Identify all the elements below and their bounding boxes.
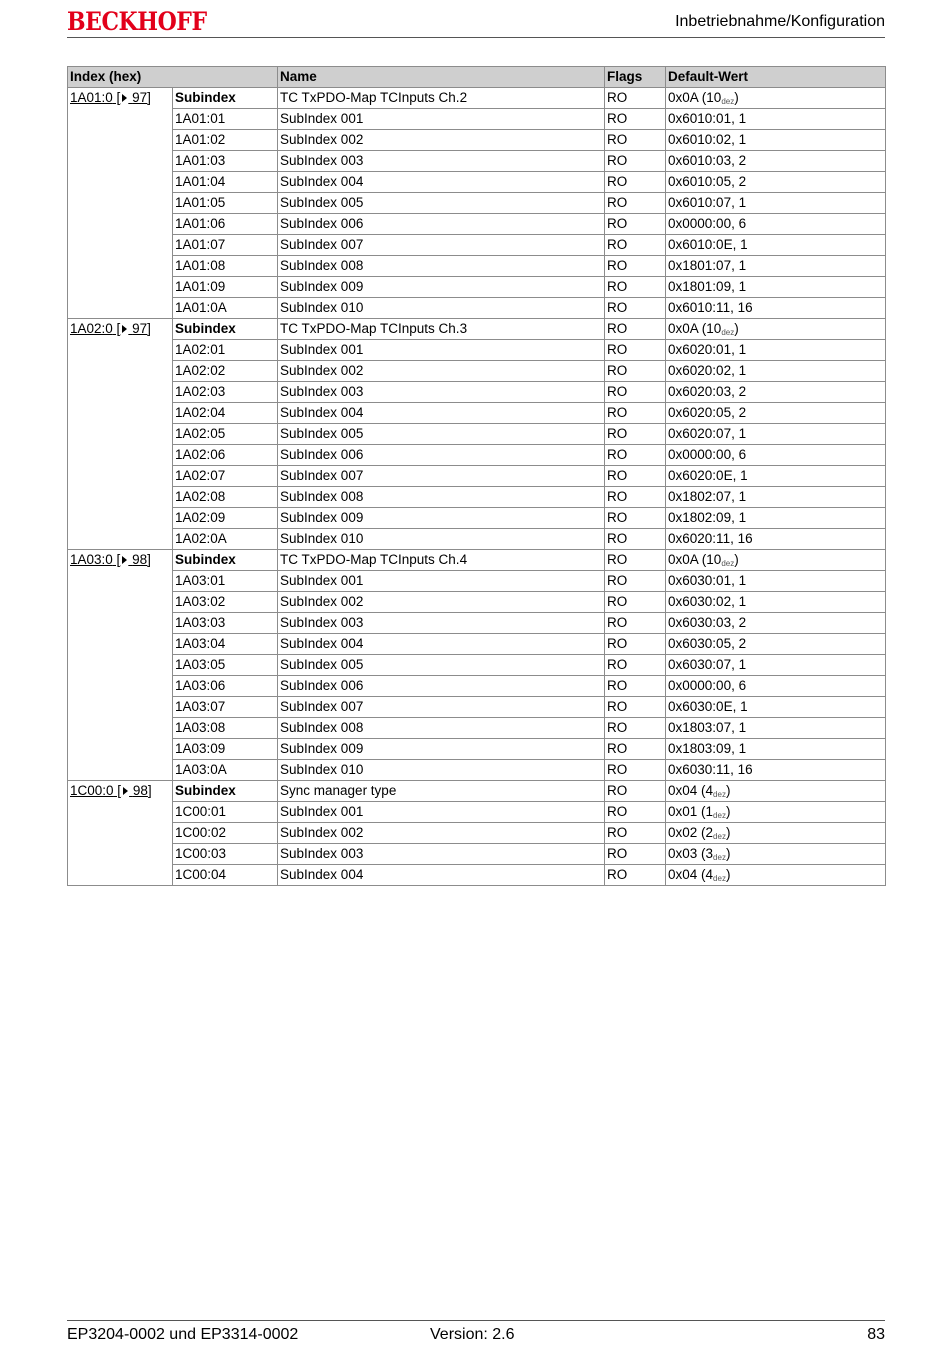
object-table [67,66,886,886]
cell-flags: RO [605,424,666,445]
cell-default-value [666,214,886,235]
value-text: 0x01 (1 [668,804,714,819]
cell-index [68,781,173,886]
cell-name: SubIndex 008 [278,256,605,277]
value-unit: dez [721,97,735,106]
value-text: 0x0A (10 [668,90,722,105]
cell-subindex: 1C00:01 [173,802,278,823]
index-link[interactable]: 1A03:0 [ 98] [70,552,151,567]
cell-subindex: 1C00:02 [173,823,278,844]
value-close: ) [725,804,731,819]
cell-name: TC TxPDO-Map TCInputs Ch.3 [278,319,605,340]
value-unit: dez [713,790,726,799]
cell-default-value [666,634,886,655]
cell-name: SubIndex 005 [278,655,605,676]
value-text: 0x0A (10 [668,552,722,567]
value-text: 0x6030:02, 1 [668,594,747,609]
cell-name: SubIndex 001 [278,802,605,823]
cell-subindex: 1A01:05 [173,193,278,214]
cell-default-value [666,529,886,550]
value-text: 0x04 (4 [668,867,714,882]
value-close: ) [734,321,739,336]
cell-flags: RO [605,844,666,865]
cell-name: SubIndex 008 [278,487,605,508]
index-text: 1C00:0 [70,783,114,798]
beckhoff-logo: BECKHOFF [67,7,207,36]
cell-default-value [666,466,886,487]
table-row [68,487,886,508]
cell-flags: RO [605,172,666,193]
cell-flags: RO [605,529,666,550]
cell-name: SubIndex 004 [278,634,605,655]
table-row [68,613,886,634]
cell-flags: RO [605,151,666,172]
value-text: 0x0A (10 [668,321,722,336]
footer-page-number: 83 [867,1326,885,1343]
value-text: 0x6010:01, 1 [668,111,747,126]
table-row [68,361,886,382]
table-row [68,340,886,361]
value-text: 0x6030:11, 16 [668,762,753,777]
cell-default-value [666,571,886,592]
cell-name: SubIndex 003 [278,844,605,865]
value-unit: dez [713,874,726,883]
value-text: 0x6020:01, 1 [668,342,747,357]
value-text: 0x6010:07, 1 [668,195,747,210]
cell-flags: RO [605,802,666,823]
index-link[interactable]: 1A01:0 [ 97] [70,90,151,105]
value-text: 0x0000:00, 6 [668,216,747,231]
cell-index [68,88,173,319]
value-text: 0x0000:00, 6 [668,678,747,693]
cell-flags: RO [605,865,666,886]
cell-subindex: 1A03:07 [173,697,278,718]
col-header-index: Index (hex) [68,67,278,88]
table-row [68,109,886,130]
value-close: ) [734,90,739,105]
cell-name: SubIndex 006 [278,445,605,466]
value-text: 0x1803:09, 1 [668,741,747,756]
cell-subindex: 1A01:0A [173,298,278,319]
cell-subindex: 1A01:08 [173,256,278,277]
table-row [68,193,886,214]
cell-flags: RO [605,613,666,634]
cell-name: TC TxPDO-Map TCInputs Ch.4 [278,550,605,571]
cell-flags: RO [605,508,666,529]
cell-flags: RO [605,823,666,844]
cell-default-value [666,319,886,340]
value-text: 0x6020:02, 1 [668,363,747,378]
value-close: ) [734,552,739,567]
cell-flags: RO [605,550,666,571]
value-close: ) [725,867,731,882]
table-header-row [68,67,886,88]
cell-name: SubIndex 007 [278,235,605,256]
cell-subindex: 1A02:04 [173,403,278,424]
table-row [68,697,886,718]
cell-default-value [666,130,886,151]
cell-flags: RO [605,655,666,676]
table-row [68,130,886,151]
cell-default-value [666,340,886,361]
cell-subindex: 1A02:03 [173,382,278,403]
cell-name: SubIndex 004 [278,172,605,193]
cell-name: SubIndex 005 [278,193,605,214]
cell-subindex: 1A01:03 [173,151,278,172]
value-text: 0x6020:03, 2 [668,384,747,399]
value-unit: dez [721,559,735,568]
cell-name: SubIndex 001 [278,340,605,361]
cell-default-value [666,697,886,718]
cell-default-value [666,172,886,193]
footer-product: EP3204-0002 und EP3314-0002 [67,1326,299,1343]
value-text: 0x0000:00, 6 [668,447,747,462]
cell-default-value [666,739,886,760]
cell-flags: RO [605,319,666,340]
cell-name: SubIndex 002 [278,130,605,151]
cell-name: Sync manager type [278,781,605,802]
cell-default-value [666,235,886,256]
cell-name: SubIndex 010 [278,760,605,781]
cell-flags: RO [605,445,666,466]
cell-subindex: 1A02:08 [173,487,278,508]
table-row [68,382,886,403]
cell-name: SubIndex 004 [278,865,605,886]
value-text: 0x6030:0E, 1 [668,699,748,714]
cell-flags: RO [605,592,666,613]
table-row [68,424,886,445]
table-row [68,844,886,865]
cell-default-value [666,88,886,109]
cell-subindex: 1A01:07 [173,235,278,256]
cell-name: SubIndex 001 [278,571,605,592]
cell-default-value [666,613,886,634]
cell-default-value [666,361,886,382]
value-text: 0x6030:01, 1 [668,573,747,588]
cell-flags: RO [605,214,666,235]
cell-subindex: 1A03:05 [173,655,278,676]
cell-name: SubIndex 002 [278,823,605,844]
cell-default-value [666,193,886,214]
cell-name: SubIndex 006 [278,214,605,235]
cell-default-value [666,445,886,466]
footer-divider [67,1320,885,1321]
cell-default-value [666,844,886,865]
index-link[interactable]: 1C00:0 [ 98] [70,783,152,798]
cell-flags: RO [605,466,666,487]
table-row [68,718,886,739]
cell-default-value [666,823,886,844]
page-ref-arrow-icon [122,556,127,564]
table-row [68,298,886,319]
value-text: 0x1803:07, 1 [668,720,747,735]
cell-flags: RO [605,235,666,256]
value-text: 0x6020:11, 16 [668,531,753,546]
cell-subindex: Subindex [173,781,278,802]
value-text: 0x6010:05, 2 [668,174,747,189]
cell-subindex: 1A02:06 [173,445,278,466]
value-text: 0x6020:0E, 1 [668,468,748,483]
cell-subindex: Subindex [173,319,278,340]
table-row [68,802,886,823]
table-row [68,823,886,844]
col-header-name: Name [278,67,605,88]
table-row [68,571,886,592]
value-text: 0x1801:09, 1 [668,279,747,294]
page-ref-arrow-icon [123,787,128,795]
value-text: 0x6010:02, 1 [668,132,747,147]
col-header-flags: Flags [605,67,666,88]
cell-flags: RO [605,361,666,382]
cell-name: SubIndex 002 [278,592,605,613]
cell-subindex: 1A02:09 [173,508,278,529]
index-text: 1A01:0 [70,90,113,105]
cell-name: SubIndex 009 [278,508,605,529]
table-row [68,634,886,655]
page-ref-number: 98 [132,783,148,798]
value-close: ) [725,846,731,861]
cell-flags: RO [605,256,666,277]
value-text: 0x6010:03, 2 [668,153,747,168]
cell-default-value [666,676,886,697]
table-row [68,508,886,529]
value-text: 0x1802:07, 1 [668,489,747,504]
cell-flags: RO [605,340,666,361]
value-text: 0x03 (3 [668,846,714,861]
cell-flags: RO [605,760,666,781]
table-row [68,235,886,256]
cell-name: TC TxPDO-Map TCInputs Ch.2 [278,88,605,109]
value-text: 0x6010:0E, 1 [668,237,748,252]
value-text: 0x6030:05, 2 [668,636,747,651]
cell-flags: RO [605,277,666,298]
cell-default-value [666,550,886,571]
cell-default-value [666,802,886,823]
cell-name: SubIndex 010 [278,529,605,550]
cell-default-value [666,424,886,445]
table-row [68,172,886,193]
cell-flags: RO [605,739,666,760]
cell-name: SubIndex 007 [278,697,605,718]
cell-default-value [666,487,886,508]
cell-subindex: 1A02:07 [173,466,278,487]
cell-subindex: 1A03:09 [173,739,278,760]
value-text: 0x1802:09, 1 [668,510,747,525]
cell-name: SubIndex 005 [278,424,605,445]
table-row [68,256,886,277]
page-ref-arrow-icon [122,94,127,102]
page-ref-number: 98 [132,552,148,567]
cell-subindex: 1A02:02 [173,361,278,382]
page-ref-number: 97 [132,90,148,105]
cell-flags: RO [605,781,666,802]
table-row [68,151,886,172]
page-ref-number: 97 [132,321,148,336]
cell-subindex: 1A02:05 [173,424,278,445]
cell-index [68,319,173,550]
cell-subindex: 1A01:09 [173,277,278,298]
cell-flags: RO [605,193,666,214]
cell-flags: RO [605,676,666,697]
value-unit: dez [713,832,726,841]
cell-name: SubIndex 010 [278,298,605,319]
cell-default-value [666,277,886,298]
cell-flags: RO [605,88,666,109]
cell-subindex: Subindex [173,550,278,571]
value-text: 0x6030:03, 2 [668,615,747,630]
cell-name: SubIndex 006 [278,676,605,697]
cell-subindex: 1A03:04 [173,634,278,655]
value-text: 0x02 (2 [668,825,714,840]
table-row [68,760,886,781]
index-text: 1A02:0 [70,321,113,336]
cell-subindex: 1A01:04 [173,172,278,193]
cell-flags: RO [605,634,666,655]
value-text: 0x6020:07, 1 [668,426,747,441]
cell-flags: RO [605,571,666,592]
value-text: 0x6020:05, 2 [668,405,747,420]
cell-default-value [666,655,886,676]
table-row [68,466,886,487]
cell-name: SubIndex 009 [278,739,605,760]
value-text: 0x04 (4 [668,783,714,798]
cell-subindex: 1C00:04 [173,865,278,886]
cell-default-value [666,151,886,172]
page-ref-arrow-icon [122,325,127,333]
cell-default-value [666,382,886,403]
value-close: ) [725,825,731,840]
footer-version: Version: 2.6 [430,1326,515,1343]
section-title: Inbetriebnahme/Konfiguration [675,13,885,30]
cell-flags: RO [605,697,666,718]
cell-subindex: 1C00:03 [173,844,278,865]
cell-flags: RO [605,382,666,403]
cell-subindex: 1A03:0A [173,760,278,781]
cell-subindex: 1A01:02 [173,130,278,151]
col-header-default: Default-Wert [666,67,886,88]
value-text: 0x1801:07, 1 [668,258,747,273]
index-link[interactable]: 1A02:0 [ 97] [70,321,151,336]
cell-subindex: 1A01:06 [173,214,278,235]
cell-flags: RO [605,718,666,739]
cell-name: SubIndex 008 [278,718,605,739]
cell-default-value [666,781,886,802]
value-close: ) [725,783,731,798]
cell-index [68,550,173,781]
cell-default-value [666,298,886,319]
cell-flags: RO [605,109,666,130]
table-row [68,676,886,697]
table-row [68,445,886,466]
cell-default-value [666,403,886,424]
cell-subindex: 1A02:01 [173,340,278,361]
table-row-subindex-head [68,319,886,340]
cell-subindex: 1A03:06 [173,676,278,697]
cell-name: SubIndex 007 [278,466,605,487]
cell-subindex: 1A03:03 [173,613,278,634]
table-row [68,529,886,550]
cell-default-value [666,508,886,529]
table-row [68,403,886,424]
cell-subindex: 1A01:01 [173,109,278,130]
cell-subindex: 1A03:02 [173,592,278,613]
cell-name: SubIndex 009 [278,277,605,298]
table-row [68,655,886,676]
cell-flags: RO [605,298,666,319]
table-row [68,277,886,298]
cell-default-value [666,256,886,277]
cell-default-value [666,760,886,781]
cell-subindex: 1A03:01 [173,571,278,592]
cell-flags: RO [605,130,666,151]
value-text: 0x6010:11, 16 [668,300,753,315]
cell-default-value [666,718,886,739]
cell-subindex: 1A02:0A [173,529,278,550]
table-row [68,865,886,886]
cell-flags: RO [605,403,666,424]
table-row [68,214,886,235]
cell-default-value [666,865,886,886]
table-row-subindex-head [68,550,886,571]
cell-name: SubIndex 004 [278,403,605,424]
value-unit: dez [721,328,735,337]
cell-name: SubIndex 001 [278,109,605,130]
table-row-subindex-head [68,88,886,109]
cell-name: SubIndex 003 [278,151,605,172]
cell-default-value [666,592,886,613]
cell-name: SubIndex 003 [278,382,605,403]
cell-subindex: 1A03:08 [173,718,278,739]
cell-subindex: Subindex [173,88,278,109]
cell-name: SubIndex 002 [278,361,605,382]
table-body [68,88,886,886]
cell-flags: RO [605,487,666,508]
header-divider [67,37,885,38]
index-text: 1A03:0 [70,552,113,567]
value-unit: dez [713,811,726,820]
cell-name: SubIndex 003 [278,613,605,634]
value-unit: dez [713,853,726,862]
table-row [68,592,886,613]
table-row-subindex-head [68,781,886,802]
table-row [68,739,886,760]
cell-default-value [666,109,886,130]
value-text: 0x6030:07, 1 [668,657,747,672]
